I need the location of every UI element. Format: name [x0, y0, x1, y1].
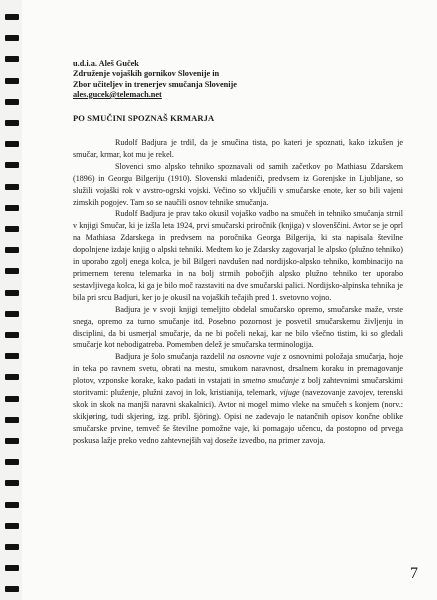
organization-line-1: Združenje vojaških gornikov Slovenije in	[73, 69, 220, 79]
binding-hole	[5, 332, 19, 338]
paragraph-3: Rudolf Badjura je prav tako okusil vojaško vadbo na smučeh in tehniko smučanja strnil v knjigi Smučar, ki je izšla leta 1924, prvi smučarski priročnik (knjiga) v slovenščini. Avtor se je oprl na Mathiasa Zdarskega in predvsem na poročnika Georga Bilgerija, ki sta napisala številne dopolnjene izdaje knjig o alpski tehniki. Medtem ko je Zdarsky zagovarjal le alpsko (plužno tehniko) in uporabo zgolj enega kolca, je bil Bilgeri navdušen nad nordijsko-alpsko tehniko, kombinacijo na primernem terenu telemarka in na bolj strmih pobočjih alpsko plužno tehniko ter uporabo sestavljivega kolca, ki ga je bilo moč razstaviti na dve smučarski palici. Nordijsko-alpinska tehnika je bila pri srcu Badjuri, ker jo je okusil na vojaških tečajih pred 1. svetovno vojno.	[73, 209, 403, 302]
binding-hole	[5, 268, 19, 274]
author-name: u.d.i.a. Aleš Guček	[73, 59, 139, 68]
binding-hole	[5, 311, 19, 317]
binding-hole	[5, 141, 19, 147]
binding-hole	[5, 438, 19, 444]
paragraph-5-text-b: z osnovnimi položaja smučarja, hoje in teka po ravnem svetu, obrati na mestu, smukom naravnost, drsalnem koraku in premagovanje plotov, vzponske korake, kako padati in vstajati in	[73, 352, 403, 386]
paragraph-5-text-c: z bolj zahtevnimi smučarskimi storitvami: pluženje, plužni zavoj in lok, kristianija, telemark,	[73, 376, 403, 398]
paragraph-5-italic-2: smetno smučanje	[242, 376, 299, 386]
paragraph-2: Slovenci smo alpsko tehniko spoznavali od samih začetkov po Mathiasu Zdarskem (1896) in Georgu Bilgeriju (1910). Slovenski mladeniči, predvsem iz Gorenjske in Ljubljane, so služili vojaški rok v avstro-ogrski vojski. Večino so vključili v smučarske enote, ker so bili vajeni zimskih pogojev. Tam so se naučili osnov tehnike smučanja.	[73, 161, 403, 207]
binding-hole	[5, 396, 19, 402]
binding-hole	[5, 184, 19, 190]
page-number: 7	[410, 565, 418, 582]
paragraph-4: Badjura je v svoji knjigi temeljito obdelal smučarsko opremo, smučarske maže, vrste snega, opremo za turno smučanje itd. Posebno pozornost je posvetil smučarskemu življenju in disciplini, da bi usmerjal smučarje, da ne bi počeli nekaj, kar ne bilo všečno tistim, ki so gledali smučarje kot nebodigatreba. Pomemben delež je smučarska terminologija.	[73, 304, 403, 350]
binding-hole	[5, 544, 19, 550]
binding-hole	[5, 120, 19, 126]
binding-hole	[5, 459, 19, 465]
article-title: PO SMUČINI SPOZNAŠ KRMARJA	[73, 113, 215, 123]
paragraph-1: Rudolf Badjura je trdil, da je smučina tista, po kateri je spoznati, kako izkušen je smučar, krmar, kot mu je rekel.	[73, 138, 403, 159]
binding-hole	[5, 56, 19, 62]
paragraph-5-text-d: (navezovanje zavojev, terenski skok in skok na manjši naravni skakalnici). Avtor ni mogel mimo vleke na smučeh s konjem (norv.: skikjøring, tudi skjering, izg. pribl. šjöring). Opisi ne zadevajo le natančnih opisov končne oblike smučarske prvine, temveč še številne pomožne vaje, ki pomagajo učencu, da postopno od prvega poskusa lažje preko vedno zahtevnejših vaj doseže izvedbo, na primer zavoja.	[73, 388, 403, 445]
organization-line-2: Zbor učiteljev in trenerjev smučanja Slovenije	[73, 79, 237, 89]
comb-binding	[0, 0, 22, 600]
binding-hole	[5, 14, 19, 20]
binding-hole	[5, 78, 19, 84]
binding-hole	[5, 162, 19, 168]
binding-hole	[5, 417, 19, 423]
binding-hole	[5, 290, 19, 296]
author-header	[73, 59, 373, 100]
paragraph-5-italic-3: vijuge	[279, 388, 300, 398]
binding-hole	[5, 374, 19, 380]
binding-hole	[5, 523, 19, 529]
binding-hole	[5, 480, 19, 486]
author-email: ales.gucek@telemach.net	[73, 89, 162, 99]
paragraph-5	[73, 351, 403, 446]
binding-hole	[5, 247, 19, 253]
paragraph-5-text-a: Badjura je šolo smučanja razdelil	[115, 352, 228, 362]
binding-hole	[5, 586, 19, 592]
binding-hole	[5, 353, 19, 359]
article-body	[73, 137, 403, 447]
paragraph-5-italic-1: na osnovne vaje	[227, 352, 281, 362]
binding-hole	[5, 35, 19, 41]
binding-hole	[5, 226, 19, 232]
binding-hole	[5, 205, 19, 211]
binding-hole	[5, 502, 19, 508]
binding-hole	[5, 565, 19, 571]
binding-hole	[5, 99, 19, 105]
